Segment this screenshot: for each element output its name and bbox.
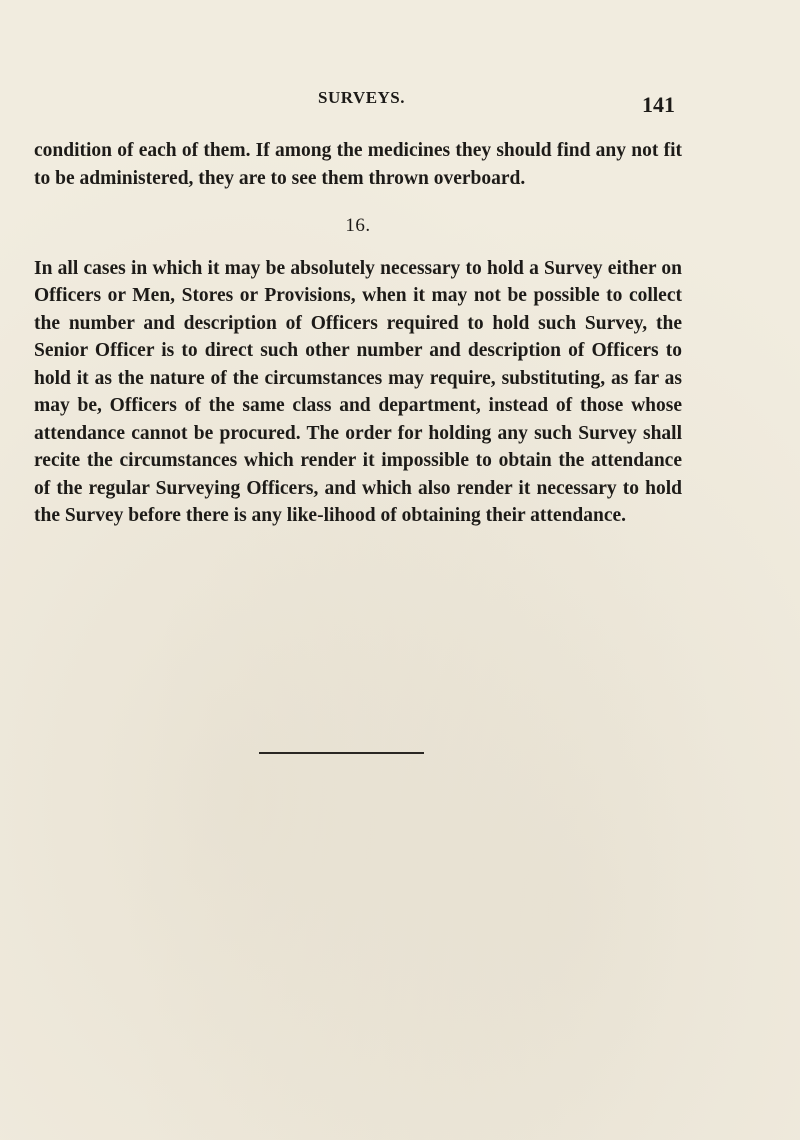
running-head-title: SURVEYS.: [318, 88, 406, 107]
section-number: 16.: [345, 215, 371, 236]
section-end-rule: [259, 752, 424, 754]
running-head: [0, 88, 800, 118]
body-text: [34, 137, 682, 530]
section-paragraph: In all cases in which it may be absolutely necessary to hold a Survey either on Officers or Men, Stores or Provisions, when it may not be possible to collect the number and description of Officers required to hold such Survey, the Senior Officer is to direct such other number and description of Officers to hold it as the nature of the circumstances may require, substituting, as far as may be, Officers of the same class and department, instead of those whose attendance cannot be procured. The order for holding any such Survey shall recite the circumstances which render it impossible to obtain the attendance of the regular Surveying Officers, and which also render it necessary to hold the Survey before there is any like-lihood of obtaining their attendance.: [34, 257, 682, 526]
page-number: 141: [642, 92, 675, 117]
continuation-paragraph: condition of each of them. If among the medicines they should find any not fit to be administered, they are to see them thrown overboard.: [34, 140, 682, 189]
